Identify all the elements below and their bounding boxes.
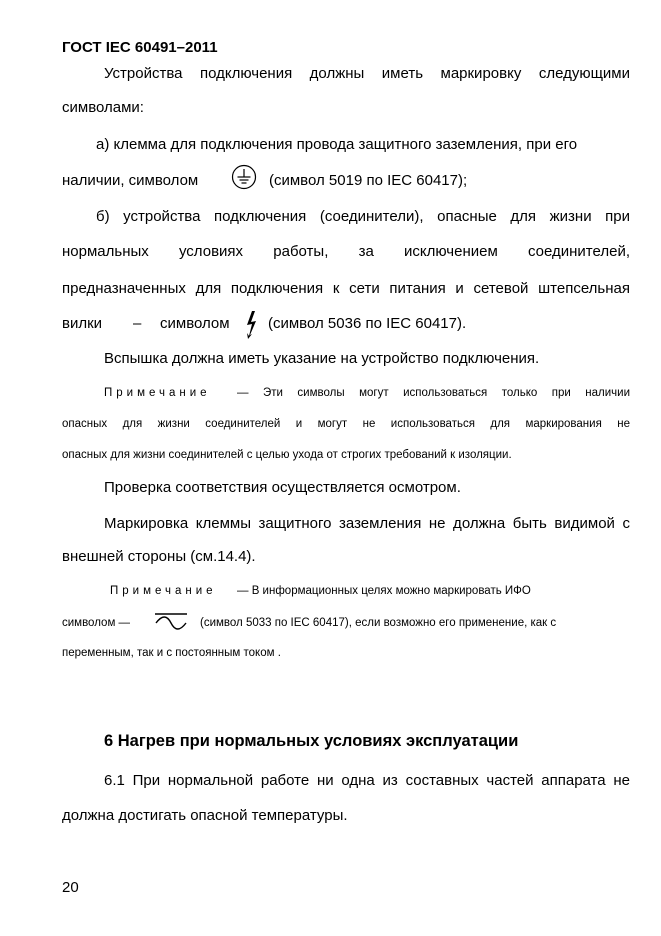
item-b-line-1: б) устройства подключения (соединители), опасные для жизни при: [96, 208, 630, 225]
item-b-line-4-post: (символ 5036 по IEC 60417).: [268, 315, 467, 332]
item-b-line-4-symbol-word: символом: [160, 315, 230, 332]
protective-earth-icon: [231, 164, 257, 195]
marking-line-2: внешней стороны (см.14.4).: [62, 548, 256, 565]
document-header: ГОСТ IEC 60491–2011: [62, 39, 218, 56]
note-2-label: [110, 584, 217, 598]
item-a-line-2-post: (символ 5019 по IEC 60417);: [269, 172, 468, 189]
paragraph-intro-line-1: Устройства подключения должны иметь маркировку следующими: [104, 65, 630, 82]
high-voltage-flash-icon: [243, 310, 259, 345]
flash-note: Вспышка должна иметь указание на устройство подключения.: [104, 350, 540, 367]
section-6-paragraph-line-1: 6.1 При нормальной работе ни одна из составных частей аппарата не: [104, 772, 630, 789]
note-2-label-text: Примечание: [110, 585, 217, 597]
item-b-line-3: предназначенных для подключения к сети питания и сетевой штепсельная: [62, 280, 630, 297]
section-6-heading: 6 Нагрев при нормальных условиях эксплуатации: [104, 732, 519, 750]
item-a-line-1: а) клемма для подключения провода защитного заземления, при его: [96, 136, 578, 153]
check-paragraph: Проверка соответствия осуществляется осмотром.: [104, 479, 461, 496]
note-1-line-3: опасных для жизни соединителей с целью ухода от строгих требований к изоляции.: [62, 449, 512, 461]
marking-line-1: Маркировка клеммы защитного заземления не должна быть видимой с: [104, 515, 630, 532]
note-1-line-2: опасных для жизни соединителей и могут не использоваться для маркирования не: [62, 418, 630, 430]
note-1-label-text: Примечание: [104, 387, 211, 399]
note-2-line-3: переменным, так и с постоянным током .: [62, 647, 281, 659]
paragraph-intro-line-2: символами:: [62, 99, 144, 116]
ac-dc-icon: [154, 611, 188, 636]
note-2-line-2-post: (символ 5033 по IEC 60417), если возможно его применение, как с: [200, 617, 557, 629]
item-a-line-2-pre: наличии, символом: [62, 172, 199, 189]
page-number: 20: [62, 879, 79, 896]
item-b-line-4-dash: –: [133, 315, 142, 332]
item-b-line-4-word: вилки: [62, 315, 103, 332]
note-2-line-2-pre: символом —: [62, 617, 131, 629]
note-1-line-1: — Эти символы могут использоваться только при наличии: [237, 387, 630, 399]
section-6-paragraph-line-2: должна достигать опасной температуры.: [62, 807, 348, 824]
note-1-label: [104, 386, 211, 400]
item-b-line-2: нормальных условиях работы, за исключением соединителей,: [62, 243, 630, 260]
note-2-line-1: — В информационных целях можно маркировать ИФО: [237, 585, 531, 597]
